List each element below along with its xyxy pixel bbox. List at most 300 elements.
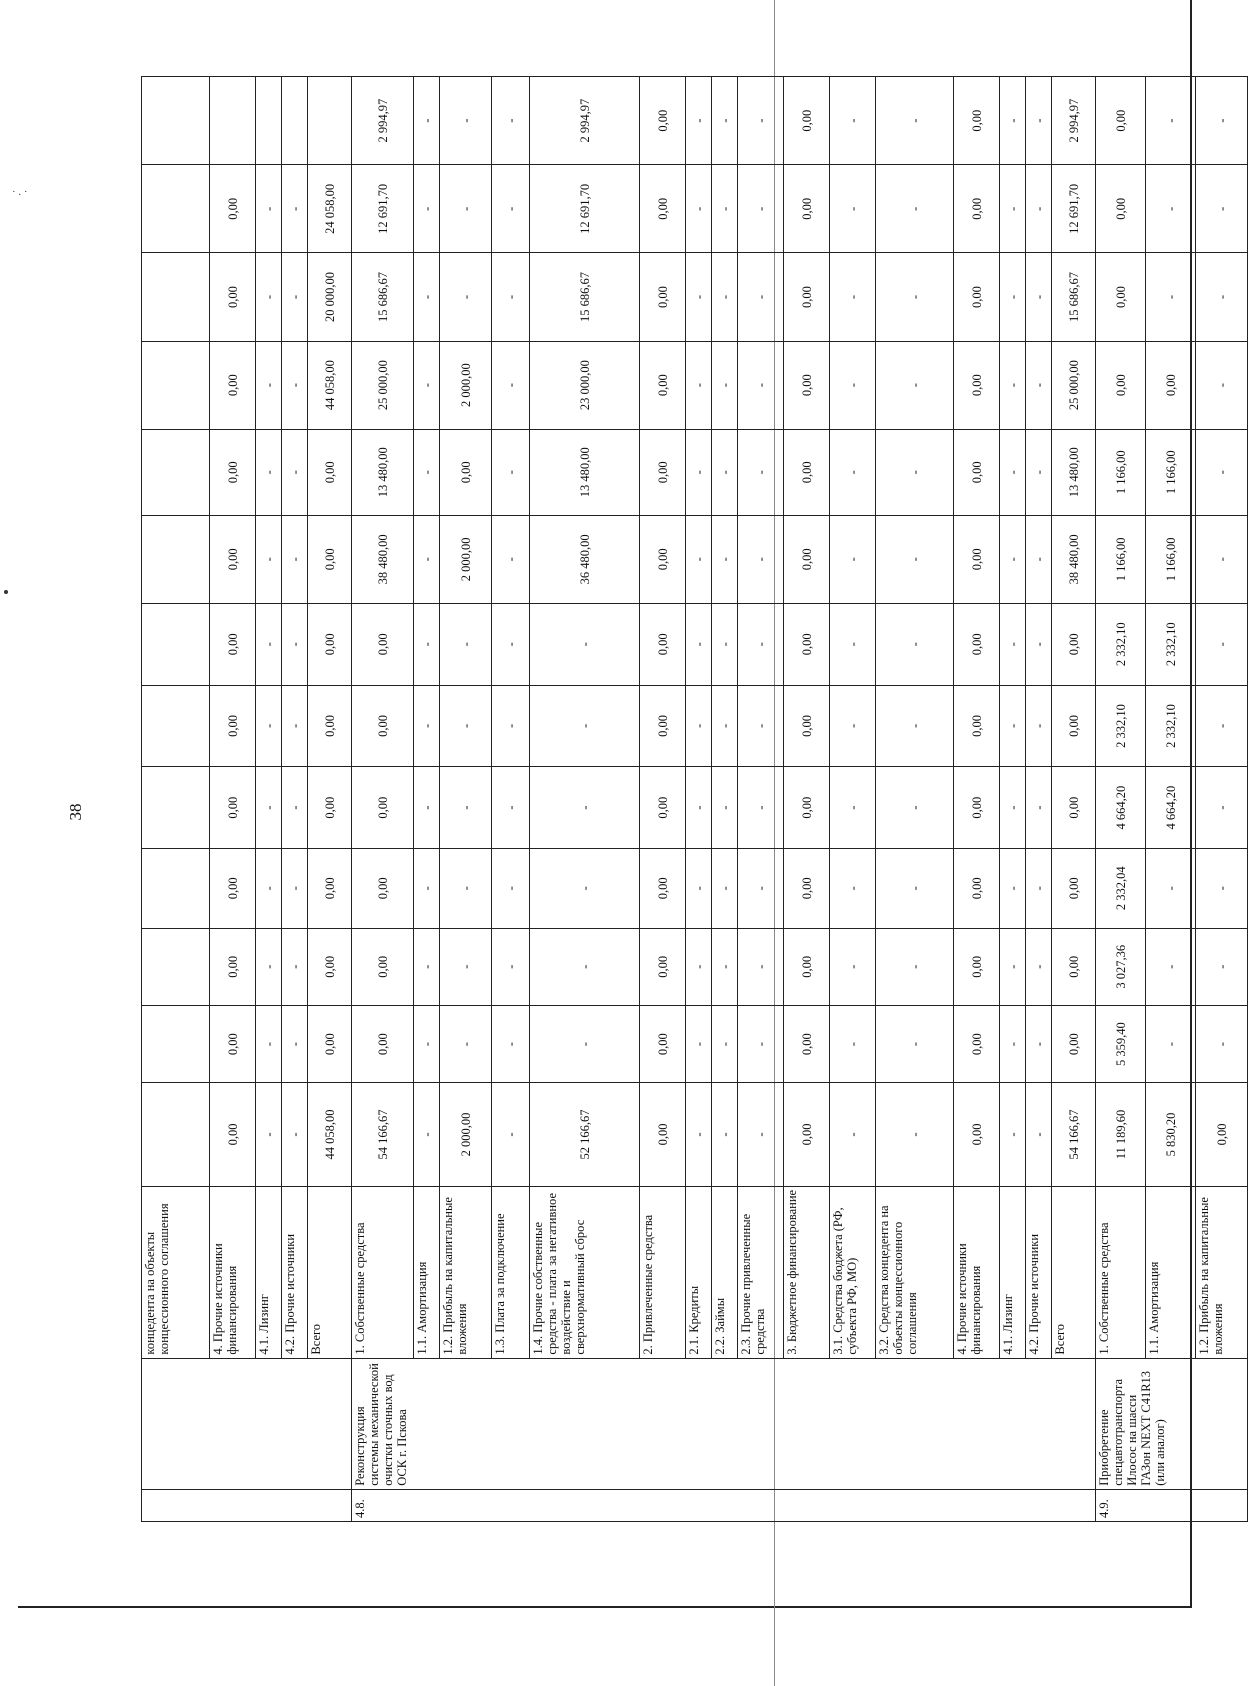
rotated-table-wrapper (141, 76, 1229, 1522)
value-cell: - (530, 603, 640, 685)
funding-source-cell: Всего (1052, 1186, 1096, 1358)
value-cell: - (686, 849, 712, 929)
value-cell: - (1000, 515, 1026, 603)
value-cell: - (1000, 341, 1026, 429)
value-cell: 0,00 (640, 165, 686, 253)
value-cell: 0,00 (640, 1005, 686, 1082)
value-cell: - (414, 603, 440, 685)
value-cell: 0,00 (954, 429, 1000, 515)
value-cell: - (738, 1083, 784, 1186)
value-cell: - (1026, 603, 1052, 685)
value-cell: - (440, 603, 492, 685)
value-cell: 0,00 (1096, 341, 1146, 429)
value-cell: - (530, 849, 640, 929)
funding-source-cell: 4.2. Прочие источники (282, 1186, 308, 1358)
value-cell: 38 480,00 (1052, 515, 1096, 603)
value-cell: - (1026, 928, 1052, 1005)
value-cell: 0,00 (784, 603, 830, 685)
value-cell: 0,00 (954, 1005, 1000, 1082)
value-cell: 0,00 (308, 515, 352, 603)
value-cell: - (530, 685, 640, 767)
value-cell: 0,00 (352, 1005, 414, 1082)
value-cell: - (876, 77, 954, 165)
value-cell: - (414, 1083, 440, 1186)
value-cell: - (282, 515, 308, 603)
value-cell: - (686, 685, 712, 767)
value-cell: - (282, 1005, 308, 1082)
value-cell: 0,00 (640, 849, 686, 929)
value-cell: 0,00 (210, 1005, 256, 1082)
value-cell: 0,00 (954, 928, 1000, 1005)
value-cell: - (1000, 1083, 1026, 1186)
table-row (1026, 77, 1052, 1522)
value-cell: - (1026, 767, 1052, 849)
table-row (282, 77, 308, 1522)
value-cell: 0,00 (1052, 685, 1096, 767)
value-cell: - (492, 515, 530, 603)
value-cell: - (282, 1083, 308, 1186)
table-row (440, 77, 492, 1522)
value-cell: 0,00 (640, 767, 686, 849)
value-cell: 0,00 (210, 253, 256, 341)
value-cell: 0,00 (308, 849, 352, 929)
value-cell: 0,00 (1096, 165, 1146, 253)
value-cell: - (256, 603, 282, 685)
item-number-cell (142, 1489, 352, 1521)
value-cell: 2 000,00 (440, 515, 492, 603)
table-row (308, 77, 352, 1522)
value-cell: - (1026, 849, 1052, 929)
value-cell: - (530, 767, 640, 849)
value-cell: - (1196, 767, 1248, 849)
value-cell: - (492, 1005, 530, 1082)
value-cell: - (876, 767, 954, 849)
funding-source-cell: 1.4. Прочие собственные средства - плата за негативное воздействие и сверхнормативный сброс (530, 1186, 640, 1358)
value-cell: - (1026, 429, 1052, 515)
value-cell: 0,00 (784, 928, 830, 1005)
table-row (1096, 77, 1146, 1522)
value-cell: 0,00 (308, 928, 352, 1005)
value-cell: 3 027,36 (1096, 928, 1146, 1005)
value-cell: - (256, 165, 282, 253)
value-cell: - (738, 849, 784, 929)
value-cell: - (282, 603, 308, 685)
value-cell: 0,00 (640, 515, 686, 603)
table-row (1196, 77, 1248, 1522)
value-cell (142, 767, 210, 849)
value-cell: - (1026, 341, 1052, 429)
value-cell: - (876, 685, 954, 767)
table-row (738, 77, 784, 1522)
value-cell: 0,00 (352, 849, 414, 929)
value-cell: - (686, 341, 712, 429)
value-cell: - (256, 515, 282, 603)
value-cell: - (492, 849, 530, 929)
value-cell: - (686, 767, 712, 849)
value-cell: - (414, 1005, 440, 1082)
value-cell (142, 77, 210, 165)
value-cell: - (492, 165, 530, 253)
value-cell: - (876, 928, 954, 1005)
value-cell: 0,00 (308, 1005, 352, 1082)
value-cell: 0,00 (784, 165, 830, 253)
funding-source-cell: 1.2. Прибыль на капитальные вложения (1196, 1186, 1248, 1358)
item-number-cell: 4.9. (1096, 1489, 1248, 1521)
value-cell: - (440, 1005, 492, 1082)
value-cell: 0,00 (1196, 1083, 1248, 1186)
value-cell: - (440, 77, 492, 165)
value-cell: 0,00 (210, 515, 256, 603)
value-cell: - (1146, 77, 1196, 165)
value-cell: 0,00 (1052, 1005, 1096, 1082)
value-cell: 15 686,67 (530, 253, 640, 341)
value-cell: 0,00 (954, 685, 1000, 767)
value-cell: - (530, 1005, 640, 1082)
value-cell: 0,00 (210, 429, 256, 515)
value-cell: 15 686,67 (1052, 253, 1096, 341)
value-cell: 0,00 (1052, 928, 1096, 1005)
value-cell (142, 341, 210, 429)
value-cell: - (876, 341, 954, 429)
value-cell: - (738, 928, 784, 1005)
value-cell: - (830, 928, 876, 1005)
value-cell: - (492, 685, 530, 767)
value-cell: - (712, 1005, 738, 1082)
project-name-cell: Реконструкция системы механической очистки сточных вод ОСК г. Пскова (352, 1358, 1096, 1489)
value-cell: - (440, 849, 492, 929)
value-cell: 4 664,20 (1096, 767, 1146, 849)
value-cell: 15 686,67 (352, 253, 414, 341)
value-cell: 44 058,00 (308, 1083, 352, 1186)
table-row (1052, 77, 1096, 1522)
funding-source-cell: 3.1. Средства бюджета (РФ, субъекта РФ, МО) (830, 1186, 876, 1358)
value-cell: - (1196, 429, 1248, 515)
value-cell: - (876, 849, 954, 929)
funding-source-cell: 2.3. Прочие привлеченные средства (738, 1186, 784, 1358)
value-cell: 0,00 (1052, 849, 1096, 929)
value-cell: - (282, 928, 308, 1005)
value-cell (142, 685, 210, 767)
value-cell: - (712, 341, 738, 429)
value-cell: - (712, 928, 738, 1005)
value-cell: - (738, 685, 784, 767)
funding-source-cell: 4.2. Прочие источники (1026, 1186, 1052, 1358)
value-cell: - (282, 685, 308, 767)
value-cell: - (282, 849, 308, 929)
value-cell: - (1196, 341, 1248, 429)
value-cell: 2 332,04 (1096, 849, 1146, 929)
value-cell: - (414, 253, 440, 341)
table-row (1146, 77, 1196, 1522)
value-cell: 0,00 (308, 685, 352, 767)
value-cell: - (414, 341, 440, 429)
value-cell: - (712, 685, 738, 767)
value-cell: - (414, 429, 440, 515)
value-cell: - (1026, 77, 1052, 165)
value-cell: - (256, 253, 282, 341)
value-cell: 44 058,00 (308, 341, 352, 429)
value-cell: 0,00 (954, 515, 1000, 603)
investment-program-table (141, 76, 1248, 1522)
value-cell: 0,00 (784, 685, 830, 767)
value-cell: - (876, 1083, 954, 1186)
value-cell: - (712, 767, 738, 849)
value-cell: - (1026, 515, 1052, 603)
value-cell: - (830, 77, 876, 165)
funding-source-cell: 2.2. Займы (712, 1186, 738, 1358)
table-row (530, 77, 640, 1522)
value-cell: - (876, 603, 954, 685)
value-cell: 0,00 (784, 1005, 830, 1082)
value-cell: 0,00 (640, 1083, 686, 1186)
value-cell: 0,00 (954, 77, 1000, 165)
value-cell: - (414, 849, 440, 929)
value-cell: - (414, 77, 440, 165)
value-cell: 0,00 (308, 603, 352, 685)
value-cell: 2 000,00 (440, 341, 492, 429)
value-cell: 0,00 (1146, 341, 1196, 429)
value-cell: - (256, 1083, 282, 1186)
table-row (492, 77, 530, 1522)
scan-mark-dot (4, 590, 8, 594)
value-cell: - (686, 77, 712, 165)
value-cell: 38 480,00 (352, 515, 414, 603)
value-cell: - (876, 429, 954, 515)
table-body (142, 77, 1248, 1522)
value-cell: - (1196, 849, 1248, 929)
value-cell (142, 253, 210, 341)
project-name-cell (142, 1358, 352, 1489)
value-cell: - (738, 165, 784, 253)
value-cell: - (738, 603, 784, 685)
value-cell: 0,00 (640, 253, 686, 341)
value-cell: 0,00 (1096, 253, 1146, 341)
value-cell: - (256, 685, 282, 767)
value-cell: 0,00 (640, 77, 686, 165)
table-row (954, 77, 1000, 1522)
value-cell: 0,00 (440, 429, 492, 515)
value-cell: - (1000, 165, 1026, 253)
value-cell: 0,00 (640, 341, 686, 429)
value-cell: - (830, 685, 876, 767)
value-cell: - (440, 165, 492, 253)
value-cell: 25 000,00 (1052, 341, 1096, 429)
value-cell: - (686, 515, 712, 603)
value-cell: - (492, 603, 530, 685)
funding-source-cell: 1.3. Плата за подключение (492, 1186, 530, 1358)
value-cell: - (1000, 603, 1026, 685)
value-cell: - (1026, 685, 1052, 767)
value-cell (142, 1083, 210, 1186)
value-cell: 20 000,00 (308, 253, 352, 341)
value-cell: 0,00 (640, 928, 686, 1005)
table-row (876, 77, 954, 1522)
value-cell: - (414, 515, 440, 603)
value-cell: - (1146, 849, 1196, 929)
table-row (686, 77, 712, 1522)
value-cell: - (1000, 77, 1026, 165)
value-cell: - (282, 341, 308, 429)
value-cell: 0,00 (784, 253, 830, 341)
value-cell: 2 332,10 (1096, 603, 1146, 685)
value-cell: - (1196, 1005, 1248, 1082)
value-cell: - (1196, 253, 1248, 341)
value-cell: - (492, 429, 530, 515)
value-cell: - (1196, 928, 1248, 1005)
value-cell (142, 928, 210, 1005)
value-cell: - (1146, 253, 1196, 341)
value-cell: - (1196, 77, 1248, 165)
value-cell: 0,00 (954, 603, 1000, 685)
value-cell: - (712, 429, 738, 515)
value-cell: 2 000,00 (440, 1083, 492, 1186)
value-cell: - (830, 165, 876, 253)
value-cell: - (440, 928, 492, 1005)
value-cell: - (738, 341, 784, 429)
value-cell: 0,00 (210, 1083, 256, 1186)
funding-source-cell: 4.1. Лизинг (256, 1186, 282, 1358)
value-cell: - (492, 767, 530, 849)
value-cell: 0,00 (210, 849, 256, 929)
table-row (210, 77, 256, 1522)
value-cell: - (440, 767, 492, 849)
value-cell: - (686, 1005, 712, 1082)
value-cell: - (712, 253, 738, 341)
value-cell: - (256, 849, 282, 929)
value-cell (142, 603, 210, 685)
value-cell: - (686, 928, 712, 1005)
project-name-cell: Приобретение спецавтотранспорта Илосос на шасси ГАЗон NEXT С41R13 (или аналог) (1096, 1358, 1248, 1489)
value-cell: - (1000, 685, 1026, 767)
value-cell: - (440, 253, 492, 341)
value-cell (282, 77, 308, 165)
value-cell: 12 691,70 (530, 165, 640, 253)
value-cell: - (712, 1083, 738, 1186)
value-cell: 0,00 (954, 341, 1000, 429)
table-row (640, 77, 686, 1522)
value-cell: - (876, 515, 954, 603)
value-cell: 0,00 (640, 603, 686, 685)
value-cell: - (282, 165, 308, 253)
value-cell: - (1196, 603, 1248, 685)
funding-source-cell: 4.1. Лизинг (1000, 1186, 1026, 1358)
value-cell: - (414, 928, 440, 1005)
value-cell: 25 000,00 (352, 341, 414, 429)
value-cell: - (1000, 928, 1026, 1005)
funding-source-cell: 2.1. Кредиты (686, 1186, 712, 1358)
value-cell: 0,00 (784, 515, 830, 603)
funding-source-cell: 1.1. Амортизация (1146, 1186, 1196, 1358)
value-cell: 2 332,10 (1096, 685, 1146, 767)
value-cell: 0,00 (352, 685, 414, 767)
value-cell: - (414, 767, 440, 849)
value-cell: 1 166,00 (1146, 429, 1196, 515)
value-cell: - (686, 253, 712, 341)
value-cell: - (876, 1005, 954, 1082)
value-cell: - (530, 928, 640, 1005)
value-cell: - (1196, 515, 1248, 603)
value-cell: 0,00 (210, 341, 256, 429)
table-row (256, 77, 282, 1522)
funding-source-cell: 3.2. Средства концедента на объекты концессионного соглашения (876, 1186, 954, 1358)
funding-source-cell: Всего (308, 1186, 352, 1358)
value-cell: 54 166,67 (352, 1083, 414, 1186)
value-cell: 0,00 (1052, 767, 1096, 849)
value-cell: 0,00 (784, 767, 830, 849)
value-cell (142, 1005, 210, 1082)
value-cell: 0,00 (352, 928, 414, 1005)
table-row (414, 77, 440, 1522)
funding-source-cell: 4. Прочие источники финансирования (954, 1186, 1000, 1358)
value-cell: 12 691,70 (1052, 165, 1096, 253)
value-cell: 13 480,00 (352, 429, 414, 515)
table-row (1000, 77, 1026, 1522)
value-cell: - (738, 515, 784, 603)
value-cell: - (282, 429, 308, 515)
value-cell: - (738, 429, 784, 515)
value-cell: - (1026, 1083, 1052, 1186)
value-cell: 0,00 (784, 77, 830, 165)
scan-mark: · . · (12, 186, 28, 198)
value-cell: 2 994,97 (1052, 77, 1096, 165)
value-cell: - (1000, 767, 1026, 849)
value-cell: 0,00 (954, 165, 1000, 253)
item-number-cell: 4.8. (352, 1489, 1096, 1521)
value-cell: 0,00 (1096, 77, 1146, 165)
value-cell: 52 166,67 (530, 1083, 640, 1186)
value-cell: 12 691,70 (352, 165, 414, 253)
value-cell: 0,00 (352, 767, 414, 849)
value-cell: - (712, 165, 738, 253)
value-cell: - (256, 767, 282, 849)
value-cell: - (876, 165, 954, 253)
value-cell: 0,00 (210, 767, 256, 849)
value-cell: 0,00 (352, 603, 414, 685)
value-cell: - (738, 253, 784, 341)
value-cell (142, 165, 210, 253)
value-cell: - (414, 685, 440, 767)
table-viewport (141, 76, 1229, 1522)
value-cell: - (830, 1083, 876, 1186)
value-cell: - (738, 767, 784, 849)
value-cell: - (492, 1083, 530, 1186)
page-number: 38 (66, 803, 85, 821)
value-cell: - (282, 767, 308, 849)
value-cell (308, 77, 352, 165)
funding-source-cell: 1. Собственные средства (352, 1186, 414, 1358)
value-cell: - (1196, 165, 1248, 253)
value-cell (142, 849, 210, 929)
value-cell: 0,00 (210, 165, 256, 253)
value-cell: 0,00 (308, 429, 352, 515)
value-cell: - (686, 165, 712, 253)
funding-source-cell: 1.2. Прибыль на капитальные вложения (440, 1186, 492, 1358)
value-cell: - (712, 849, 738, 929)
value-cell: - (1026, 1005, 1052, 1082)
value-cell: 11 189,60 (1096, 1083, 1146, 1186)
value-cell: - (712, 515, 738, 603)
value-cell: - (414, 165, 440, 253)
value-cell: - (256, 429, 282, 515)
value-cell: - (830, 849, 876, 929)
value-cell: 1 166,00 (1096, 515, 1146, 603)
value-cell: 0,00 (1052, 603, 1096, 685)
value-cell: 24 058,00 (308, 165, 352, 253)
value-cell: - (712, 77, 738, 165)
value-cell: - (830, 429, 876, 515)
value-cell (142, 515, 210, 603)
value-cell: - (712, 603, 738, 685)
